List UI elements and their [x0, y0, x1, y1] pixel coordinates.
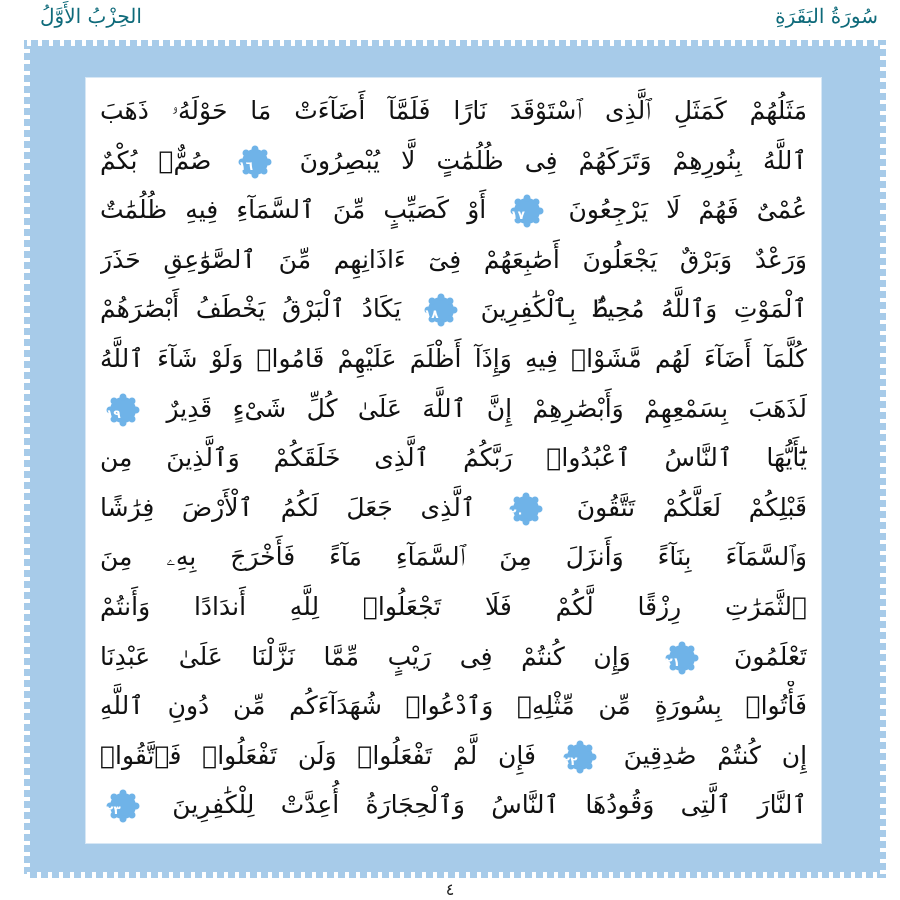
ayah-number-marker	[106, 789, 140, 823]
verse-text: تَعْلَمُونَ	[733, 641, 807, 671]
verse-text: يَكَادُ ٱلْبَرْقُ يَخْطَفُ أَبْصَٰرَهُمْ	[100, 294, 402, 324]
verse-line	[100, 384, 807, 434]
ayah-number: ٢٢	[562, 753, 578, 768]
ayah-number: ٢١	[665, 654, 681, 669]
ayah-number-marker	[509, 492, 543, 526]
verse-line	[100, 185, 807, 235]
verse-line	[100, 532, 807, 582]
verse-line	[100, 582, 807, 632]
verse-text: قَبْلِكُمْ لَعَلَّكُمْ تَتَّقُونَ	[576, 492, 807, 522]
verse-text: إِن كُنتُمْ صَٰدِقِينَ	[623, 740, 807, 770]
verse-text: فَأْتُوا۟ بِسُورَةٍ مِّن مِّثْلِهِۦ وَٱدْعُوا۟ شُهَدَآءَكُم مِّن دُونِ ٱللَّهِ	[100, 691, 807, 721]
ayah-number-marker	[665, 641, 699, 675]
verse-lines	[100, 86, 807, 830]
verse-line	[100, 780, 807, 830]
verse-line	[100, 433, 807, 483]
ayah-number-marker	[238, 145, 272, 179]
ayah-number: ٢٠	[509, 505, 524, 520]
verse-text: ٱلنَّارَ ٱلَّتِى وَقُودُهَا ٱلنَّاسُ وَٱلْحِجَارَةُ أُعِدَّتْ لِلْكَٰفِرِينَ	[172, 790, 807, 820]
verse-line	[100, 235, 807, 285]
verse-text: ٱلثَّمَرَٰتِ رِزْقًا لَّكُمْ فَلَا تَجْعَلُوا۟ لِلَّهِ أَندَادًا وَأَنتُمْ	[100, 591, 807, 621]
verse-text: يَٰٓأَيُّهَا ٱلنَّاسُ ٱعْبُدُوا۟ رَبَّكُمُ ٱلَّذِى خَلَقَكُمْ وَٱلَّذِينَ مِن	[100, 443, 807, 473]
verse-line	[100, 284, 807, 334]
verse-line	[100, 334, 807, 384]
ayah-number: ١٩	[106, 406, 121, 421]
page-header	[0, 0, 900, 34]
page-number: ٤	[445, 880, 455, 899]
verse-text: لَذَهَبَ بِسَمْعِهِمْ وَأَبْصَٰرِهِمْ إِنَّ ٱللَّهَ عَلَىٰ كُلِّ شَىْءٍ قَدِيرٌ	[166, 393, 807, 423]
verse-line	[100, 483, 807, 533]
verse-text: أَوْ كَصَيِّبٍ مِّنَ ٱلسَّمَآءِ فِيهِ ظُلُمَٰتٌ	[100, 195, 487, 225]
verse-line	[100, 136, 807, 186]
ayah-number-marker	[563, 740, 597, 774]
verse-text: مَثَلُهُمْ كَمَثَلِ ٱلَّذِى ٱسْتَوْقَدَ نَارًا فَلَمَّآ أَضَآءَتْ مَا حَوْلَهُۥ ذَهَبَ	[100, 96, 807, 125]
ayah-number-marker	[106, 393, 140, 427]
verse-line	[100, 681, 807, 731]
ayah-number: ١٧	[510, 208, 526, 223]
verse-text: ٱلْمَوْتِ وَٱللَّهُ مُحِيطٌۢ بِٱلْكَٰفِرِينَ	[480, 294, 807, 324]
verse-text: وَرَعْدٌ وَبَرْقٌ يَجْعَلُونَ أَصَٰبِعَهُمْ فِىٓ ءَاذَانِهِم مِّنَ ٱلصَّوَٰعِقِ حَذَرَ	[100, 244, 807, 274]
verse-line	[100, 86, 807, 136]
ayah-number-marker	[510, 194, 544, 228]
verse-text: فَإِن لَّمْ تَفْعَلُوا۟ وَلَن تَفْعَلُوا۟ فَٱتَّقُوا۟	[100, 740, 536, 770]
verse-text: وَٱلسَّمَآءَ بِنَآءً وَأَنزَلَ مِنَ ٱلسَّمَآءِ مَآءً فَأَخْرَجَ بِهِۦ مِنَ	[100, 542, 807, 572]
surah-name: سُورَةُ البَقَرَةِ	[775, 4, 878, 28]
verse-text: ٱللَّهُ بِنُورِهِمْ وَتَرَكَهُمْ فِى ظُلُمَٰتٍ لَّا يُبْصِرُونَ	[299, 145, 807, 175]
ayah-number-marker	[424, 293, 458, 327]
ayah-number: ٢٣	[106, 803, 121, 818]
hizb-label: الحِزْبُ الأَوَّلُ	[40, 4, 142, 28]
verse-text: عُمْىٌ فَهُمْ لَا يَرْجِعُونَ	[568, 195, 807, 225]
verse-line	[100, 731, 807, 781]
verse-text: صُمٌّۢ بُكْمٌ	[100, 145, 212, 175]
verse-line	[100, 632, 807, 682]
verse-text: وَإِن كُنتُمْ فِى رَيْبٍ مِّمَّا نَزَّلْنَا عَلَىٰ عَبْدِنَا	[100, 641, 631, 671]
quran-page	[86, 78, 821, 843]
ayah-number: ١٨	[423, 307, 439, 322]
verse-text: كُلَّمَآ أَضَآءَ لَهُم مَّشَوْا۟ فِيهِ وَإِذَآ أَظْلَمَ عَلَيْهِمْ قَامُوا۟ وَلَوْ شَآءَ ٱللَّهُ	[100, 343, 807, 373]
verse-text: ٱلَّذِى جَعَلَ لَكُمُ ٱلْأَرْضَ فِرَٰشًا	[100, 492, 476, 522]
ayah-number: ١٦	[238, 158, 254, 173]
